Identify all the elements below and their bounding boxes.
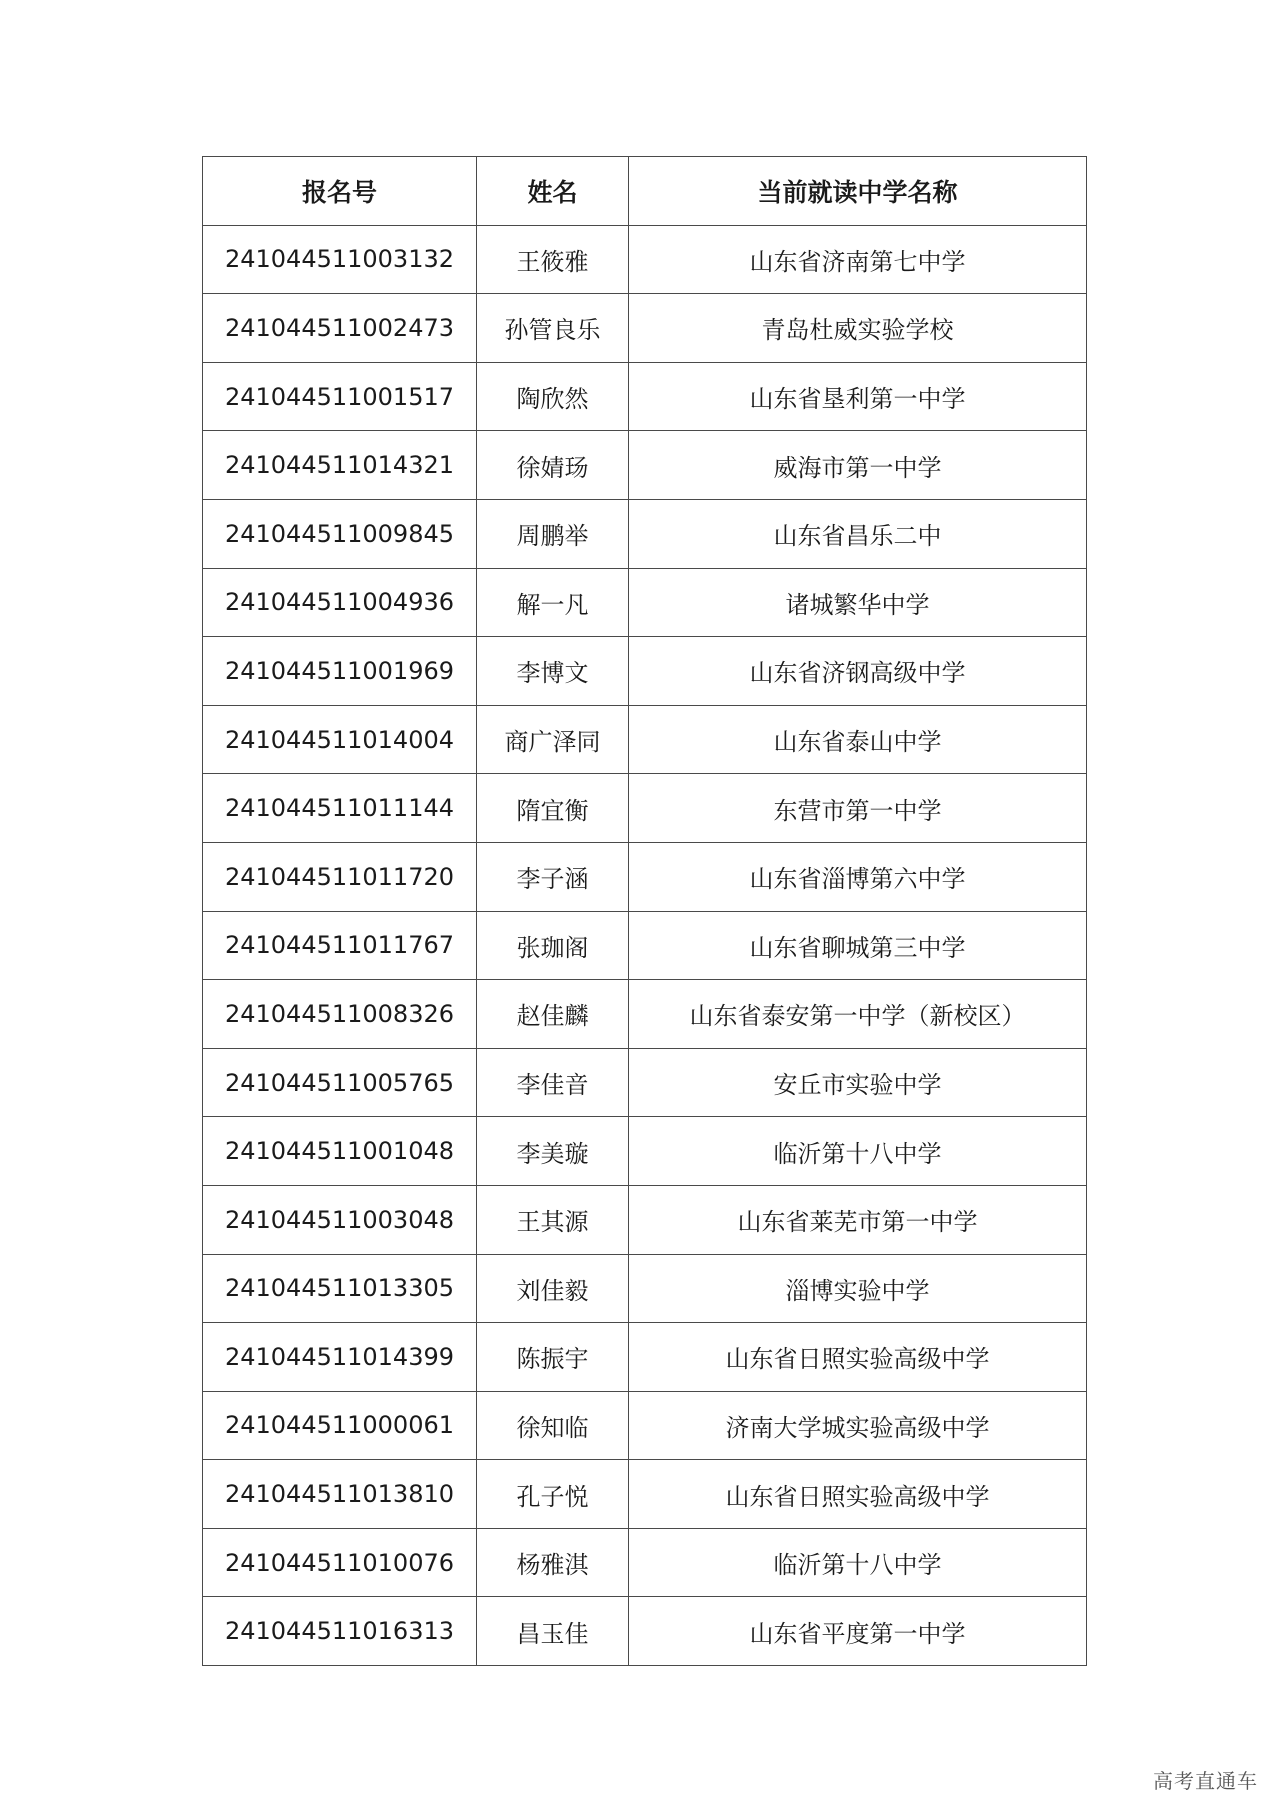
table-row	[203, 1391, 1087, 1460]
cell-school-name: 山东省泰安第一中学（新校区）	[629, 980, 1087, 1049]
cell-student-name: 杨雅淇	[477, 1528, 629, 1597]
table-row	[203, 637, 1087, 706]
cell-registration-number: 241044511003048	[203, 1185, 477, 1254]
cell-registration-number: 241044511000061	[203, 1391, 477, 1460]
cell-registration-number: 241044511004936	[203, 568, 477, 637]
table-row	[203, 225, 1087, 294]
cell-student-name: 李子涵	[477, 842, 629, 911]
header-name: 姓名	[477, 157, 629, 226]
header-school-name: 当前就读中学名称	[629, 157, 1087, 226]
cell-registration-number: 241044511002473	[203, 294, 477, 363]
table-row	[203, 842, 1087, 911]
table-row	[203, 431, 1087, 500]
table-row	[203, 1254, 1087, 1323]
cell-student-name: 王筱雅	[477, 225, 629, 294]
table-row	[203, 1597, 1087, 1666]
cell-student-name: 王其源	[477, 1185, 629, 1254]
table-row	[203, 1528, 1087, 1597]
cell-school-name: 淄博实验中学	[629, 1254, 1087, 1323]
table-row	[203, 568, 1087, 637]
cell-school-name: 山东省日照实验高级中学	[629, 1323, 1087, 1392]
cell-student-name: 刘佳毅	[477, 1254, 629, 1323]
cell-school-name: 山东省日照实验高级中学	[629, 1460, 1087, 1529]
cell-student-name: 孙管良乐	[477, 294, 629, 363]
cell-school-name: 临沂第十八中学	[629, 1117, 1087, 1186]
cell-school-name: 临沂第十八中学	[629, 1528, 1087, 1597]
cell-student-name: 李佳音	[477, 1048, 629, 1117]
cell-student-name: 隋宜衡	[477, 774, 629, 843]
cell-registration-number: 241044511008326	[203, 980, 477, 1049]
table-row	[203, 1185, 1087, 1254]
cell-school-name: 山东省聊城第三中学	[629, 911, 1087, 980]
table-body	[203, 225, 1087, 1665]
cell-registration-number: 241044511014399	[203, 1323, 477, 1392]
table-row	[203, 362, 1087, 431]
cell-registration-number: 241044511011720	[203, 842, 477, 911]
cell-registration-number: 241044511001517	[203, 362, 477, 431]
table-row	[203, 1460, 1087, 1529]
cell-registration-number: 241044511010076	[203, 1528, 477, 1597]
cell-registration-number: 241044511001048	[203, 1117, 477, 1186]
cell-school-name: 山东省垦利第一中学	[629, 362, 1087, 431]
cell-registration-number: 241044511001969	[203, 637, 477, 706]
cell-school-name: 山东省平度第一中学	[629, 1597, 1087, 1666]
cell-school-name: 诸城繁华中学	[629, 568, 1087, 637]
cell-school-name: 山东省淄博第六中学	[629, 842, 1087, 911]
cell-school-name: 山东省莱芜市第一中学	[629, 1185, 1087, 1254]
cell-registration-number: 241044511011144	[203, 774, 477, 843]
cell-student-name: 陶欣然	[477, 362, 629, 431]
cell-school-name: 山东省昌乐二中	[629, 499, 1087, 568]
cell-registration-number: 241044511014321	[203, 431, 477, 500]
admission-roster-table	[202, 156, 1087, 1666]
cell-registration-number: 241044511013810	[203, 1460, 477, 1529]
cell-student-name: 徐婧玚	[477, 431, 629, 500]
cell-school-name: 东营市第一中学	[629, 774, 1087, 843]
cell-registration-number: 241044511016313	[203, 1597, 477, 1666]
cell-registration-number: 241044511013305	[203, 1254, 477, 1323]
cell-student-name: 赵佳麟	[477, 980, 629, 1049]
cell-school-name: 山东省济南第七中学	[629, 225, 1087, 294]
table-row	[203, 705, 1087, 774]
cell-student-name: 徐知临	[477, 1391, 629, 1460]
cell-school-name: 山东省泰山中学	[629, 705, 1087, 774]
cell-student-name: 李美璇	[477, 1117, 629, 1186]
cell-student-name: 张珈阁	[477, 911, 629, 980]
cell-registration-number: 241044511003132	[203, 225, 477, 294]
cell-student-name: 商广泽同	[477, 705, 629, 774]
table-row	[203, 1048, 1087, 1117]
cell-registration-number: 241044511014004	[203, 705, 477, 774]
cell-student-name: 孔子悦	[477, 1460, 629, 1529]
cell-registration-number: 241044511011767	[203, 911, 477, 980]
table-row	[203, 911, 1087, 980]
table-row	[203, 1323, 1087, 1392]
table-row	[203, 294, 1087, 363]
table-header-row	[203, 157, 1087, 226]
table-row	[203, 1117, 1087, 1186]
cell-registration-number: 241044511009845	[203, 499, 477, 568]
cell-student-name: 昌玉佳	[477, 1597, 629, 1666]
watermark-text: 高考直通车	[1153, 1769, 1258, 1793]
cell-student-name: 李博文	[477, 637, 629, 706]
cell-registration-number: 241044511005765	[203, 1048, 477, 1117]
cell-school-name: 威海市第一中学	[629, 431, 1087, 500]
table-row	[203, 774, 1087, 843]
cell-school-name: 济南大学城实验高级中学	[629, 1391, 1087, 1460]
cell-school-name: 青岛杜威实验学校	[629, 294, 1087, 363]
table-row	[203, 499, 1087, 568]
cell-school-name: 山东省济钢高级中学	[629, 637, 1087, 706]
table-row	[203, 980, 1087, 1049]
header-registration-number: 报名号	[203, 157, 477, 226]
cell-student-name: 解一凡	[477, 568, 629, 637]
cell-student-name: 周鹏举	[477, 499, 629, 568]
cell-school-name: 安丘市实验中学	[629, 1048, 1087, 1117]
cell-student-name: 陈振宇	[477, 1323, 629, 1392]
